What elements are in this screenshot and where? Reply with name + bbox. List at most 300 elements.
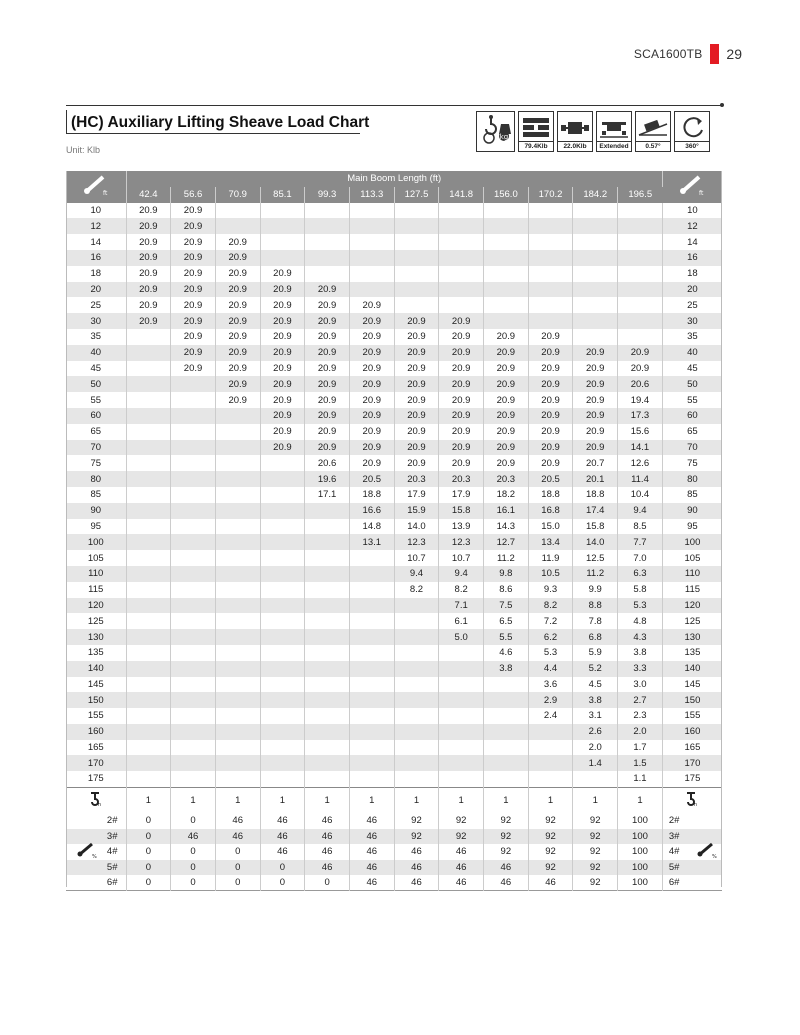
load-cell	[126, 361, 171, 377]
load-cell	[215, 755, 260, 771]
load-cell	[394, 708, 439, 724]
load-cell: 20.9	[484, 408, 529, 424]
load-cell: 20.9	[484, 345, 529, 361]
load-cell: 16.1	[484, 503, 529, 519]
load-cell: 20.9	[171, 282, 216, 298]
counterweight-label-right: 6#	[668, 877, 680, 889]
radius-cell: 90	[66, 503, 126, 519]
counterweight-label: 4#	[106, 846, 118, 858]
radius-cell: 120	[66, 598, 126, 614]
parts-cell: 1	[260, 787, 305, 813]
table-row	[66, 424, 722, 440]
load-cell	[126, 566, 171, 582]
load-cell	[305, 503, 350, 519]
load-cell	[260, 582, 305, 598]
boom-length-header: 127.5	[394, 187, 439, 203]
table-row	[66, 203, 722, 219]
load-cell	[171, 598, 216, 614]
load-cell	[126, 755, 171, 771]
load-cell: 16.6	[349, 503, 394, 519]
radius-cell: 155	[66, 708, 126, 724]
load-cell	[573, 234, 618, 250]
load-cell: 20.9	[573, 345, 618, 361]
load-cell	[573, 282, 618, 298]
load-cell: 20.9	[573, 440, 618, 456]
load-cell	[439, 724, 484, 740]
radius-cell-right: 70	[662, 440, 722, 456]
load-cell: 20.9	[126, 203, 171, 219]
boom-radius-icon	[662, 171, 722, 203]
load-cell	[126, 613, 171, 629]
table-row	[66, 629, 722, 645]
counterweight-cell: 46	[439, 875, 484, 891]
condition-icons	[476, 111, 710, 152]
load-cell: 9.9	[573, 582, 618, 598]
load-cell	[126, 503, 171, 519]
counterweight-label-left: 6#	[66, 875, 126, 891]
load-cell	[305, 203, 350, 219]
load-cell: 20.9	[573, 376, 618, 392]
load-cell	[528, 740, 573, 756]
table-row	[66, 692, 722, 708]
radius-cell-right: 75	[687, 457, 698, 469]
counterweight-cell: 46	[260, 844, 305, 860]
load-cell	[618, 203, 663, 219]
load-cell: 20.9	[394, 392, 439, 408]
load-cell: 20.9	[439, 408, 484, 424]
radius-cell: 105	[66, 550, 126, 566]
load-cell: 5.3	[618, 598, 663, 614]
boom-length-header: 113.3	[349, 187, 394, 203]
load-cell: 11.2	[484, 550, 529, 566]
radius-cell-right: 18	[687, 268, 698, 280]
load-cell: 20.9	[439, 392, 484, 408]
load-cell	[126, 724, 171, 740]
load-cell	[171, 487, 216, 503]
boom-length-header: 170.2	[528, 187, 573, 203]
load-cell	[618, 218, 663, 234]
boom-length-header: 70.9	[215, 187, 260, 203]
load-cell: 10.7	[394, 550, 439, 566]
counterweight-cell: 0	[126, 844, 171, 860]
load-cell	[349, 771, 394, 787]
load-cell	[171, 661, 216, 677]
load-cell: 20.9	[528, 361, 573, 377]
load-cell: 20.9	[215, 297, 260, 313]
load-cell: 8.5	[618, 519, 663, 535]
load-cell	[126, 677, 171, 693]
load-cell	[394, 740, 439, 756]
radius-cell: 140	[66, 661, 126, 677]
load-cell: 20.9	[484, 440, 529, 456]
counterweight-cell: 0	[215, 875, 260, 891]
table-row	[66, 329, 722, 345]
radius-cell: 12	[66, 218, 126, 234]
load-cell: 20.9	[171, 345, 216, 361]
radius-cell-right: 100	[662, 534, 722, 550]
load-cell: 20.9	[394, 376, 439, 392]
load-cell	[305, 582, 350, 598]
load-cell	[260, 534, 305, 550]
svg-text:n: n	[97, 801, 101, 807]
radius-cell-right: 145	[684, 678, 701, 690]
radius-cell: 16	[66, 250, 126, 266]
load-cell: 1.5	[618, 755, 663, 771]
load-cell	[171, 692, 216, 708]
radius-cell: 25	[66, 297, 126, 313]
load-cell: 17.9	[439, 487, 484, 503]
table-row	[66, 392, 722, 408]
load-cell: 20.9	[260, 361, 305, 377]
load-cell: 20.9	[305, 392, 350, 408]
table-row	[66, 598, 722, 614]
radius-cell-right: 60	[662, 408, 722, 424]
load-cell: 20.9	[394, 329, 439, 345]
radius-cell-right: 175	[684, 773, 701, 785]
radius-cell: 100	[66, 534, 126, 550]
radius-cell-right: 130	[662, 629, 722, 645]
svg-text:%: %	[712, 854, 717, 860]
load-cell: 9.3	[528, 582, 573, 598]
load-cell	[349, 582, 394, 598]
load-cell: 3.0	[618, 677, 663, 693]
boom-length-header: 85.1	[260, 187, 305, 203]
load-cell	[349, 692, 394, 708]
load-cell	[394, 297, 439, 313]
load-cell	[215, 692, 260, 708]
counterweight-label-left: 3#	[66, 829, 126, 845]
load-cell: 20.9	[349, 392, 394, 408]
counterweight-cell: 46	[439, 844, 484, 860]
load-cell: 20.9	[260, 313, 305, 329]
radius-cell-right: 45	[687, 362, 698, 374]
load-cell	[618, 266, 663, 282]
load-cell	[394, 724, 439, 740]
counterweight-cell: 46	[305, 860, 350, 876]
load-cell	[260, 613, 305, 629]
load-cell: 7.7	[618, 534, 663, 550]
load-cell: 3.8	[618, 645, 663, 661]
load-cell: 7.0	[618, 550, 663, 566]
counterweight-label-left: 5#	[66, 860, 126, 876]
load-cell: 3.1	[573, 708, 618, 724]
table-row	[66, 471, 722, 487]
svg-text:ft: ft	[699, 190, 704, 198]
load-cell: 20.9	[171, 329, 216, 345]
load-cell	[573, 266, 618, 282]
load-cell: 15.9	[394, 503, 439, 519]
load-cell: 18.8	[528, 487, 573, 503]
load-cell: 20.9	[439, 345, 484, 361]
load-cell	[349, 282, 394, 298]
load-cell: 20.9	[171, 313, 216, 329]
load-cell: 20.9	[484, 392, 529, 408]
load-cell	[484, 250, 529, 266]
load-cell: 20.9	[215, 250, 260, 266]
counterweight-label-right	[662, 844, 722, 860]
radius-cell: 125	[66, 613, 126, 629]
load-cell: 20.9	[528, 408, 573, 424]
table-row	[66, 313, 722, 329]
load-cell	[305, 250, 350, 266]
load-cell	[171, 724, 216, 740]
counterweight-cell: 100	[618, 860, 663, 876]
load-cell	[349, 755, 394, 771]
load-cell: 20.9	[439, 424, 484, 440]
load-cell	[215, 487, 260, 503]
counterweight-row	[66, 829, 722, 845]
counterweight-cell: 0	[126, 860, 171, 876]
load-cell	[439, 234, 484, 250]
load-cell	[394, 218, 439, 234]
load-cell: 20.9	[126, 282, 171, 298]
load-cell	[349, 645, 394, 661]
load-cell: 15.8	[439, 503, 484, 519]
hook-weight-icon	[476, 111, 515, 152]
radius-cell-right: 120	[662, 598, 722, 614]
counterweight-cell: 46	[260, 829, 305, 845]
load-cell: 4.3	[618, 629, 663, 645]
load-cell: 4.8	[618, 613, 663, 629]
table-row	[66, 250, 722, 266]
counterweight-label-right: 2#	[668, 815, 680, 827]
radius-cell-right: 160	[662, 724, 722, 740]
counterweight-cell: 46	[528, 875, 573, 891]
load-cell	[215, 424, 260, 440]
load-cell: 20.9	[394, 408, 439, 424]
counterweight-icon	[518, 111, 554, 152]
load-cell	[215, 771, 260, 787]
counterweight-cell: 92	[528, 829, 573, 845]
counterweight-cell: 46	[349, 829, 394, 845]
load-cell: 20.9	[215, 313, 260, 329]
load-cell: 15.6	[618, 424, 663, 440]
load-cell	[484, 297, 529, 313]
outrigger-label: Extended	[597, 141, 631, 151]
load-cell	[215, 629, 260, 645]
radius-cell-right: 65	[687, 426, 698, 438]
counterweight-cell: 46	[349, 813, 394, 829]
load-cell: 8.2	[394, 582, 439, 598]
load-cell: 20.9	[349, 440, 394, 456]
load-cell: 20.9	[573, 392, 618, 408]
load-cell: 3.8	[573, 692, 618, 708]
load-cell	[484, 218, 529, 234]
load-cell	[215, 218, 260, 234]
table-row	[66, 740, 722, 756]
load-cell	[305, 740, 350, 756]
load-cell: 20.9	[528, 424, 573, 440]
load-cell	[394, 613, 439, 629]
load-cell	[215, 613, 260, 629]
load-cell	[573, 218, 618, 234]
load-cell: 8.8	[573, 598, 618, 614]
load-cell	[126, 519, 171, 535]
load-cell: 2.4	[528, 708, 573, 724]
load-cell	[260, 629, 305, 645]
counterweight-cell: 46	[394, 844, 439, 860]
load-cell	[349, 598, 394, 614]
page-header	[634, 44, 742, 64]
load-cell	[215, 724, 260, 740]
counterweight-cell: 92	[484, 829, 529, 845]
load-cell	[349, 677, 394, 693]
load-cell	[305, 645, 350, 661]
parts-cell: 1	[573, 787, 618, 813]
load-cell: 5.9	[573, 645, 618, 661]
radius-cell-right: 12	[662, 218, 722, 234]
load-cell: 2.9	[528, 692, 573, 708]
load-cell: 20.7	[573, 455, 618, 471]
counterweight-cell: 92	[439, 829, 484, 845]
radius-cell-right: 85	[687, 489, 698, 501]
load-cell	[528, 282, 573, 298]
load-cell	[215, 740, 260, 756]
load-cell	[618, 234, 663, 250]
load-cell: 20.9	[171, 218, 216, 234]
radius-cell: 80	[66, 471, 126, 487]
load-cell	[126, 661, 171, 677]
load-cell: 20.9	[126, 234, 171, 250]
counterweight-label-right: 3#	[662, 829, 722, 845]
load-cell	[215, 661, 260, 677]
counterweight-cell: 92	[573, 844, 618, 860]
load-cell	[484, 724, 529, 740]
radius-cell-right: 125	[684, 615, 701, 627]
load-cell: 20.9	[305, 297, 350, 313]
load-cell	[215, 471, 260, 487]
radius-cell: 30	[66, 313, 126, 329]
counterweight-cell: 0	[260, 860, 305, 876]
counterweight-cell: 100	[618, 875, 663, 891]
load-cell: 20.9	[215, 361, 260, 377]
load-cell: 9.4	[439, 566, 484, 582]
counterweight-cell: 0	[126, 875, 171, 891]
load-cell	[349, 550, 394, 566]
load-cell: 14.8	[349, 519, 394, 535]
load-cell: 14.0	[573, 534, 618, 550]
load-cell: 4.5	[573, 677, 618, 693]
load-cell: 20.9	[618, 361, 663, 377]
counterweight-cell: 92	[484, 813, 529, 829]
counterweight-cell: 46	[484, 860, 529, 876]
load-cell: 15.8	[573, 519, 618, 535]
load-cell: 1.4	[573, 755, 618, 771]
radius-cell-right: 135	[684, 647, 701, 659]
parts-cell: 1	[171, 787, 216, 813]
table-row	[66, 408, 722, 424]
load-cell: 20.9	[126, 266, 171, 282]
load-cell	[126, 487, 171, 503]
load-cell: 2.7	[618, 692, 663, 708]
load-cell	[171, 503, 216, 519]
counterweight-cell: 46	[215, 829, 260, 845]
radius-cell-right: 20	[662, 282, 722, 298]
load-cell	[305, 613, 350, 629]
load-cell: 18.2	[484, 487, 529, 503]
load-cell	[126, 708, 171, 724]
load-cell: 20.9	[215, 266, 260, 282]
load-cell	[484, 234, 529, 250]
table-row	[66, 282, 722, 298]
load-cell	[439, 692, 484, 708]
radius-cell-right: 105	[684, 552, 701, 564]
load-cell	[573, 297, 618, 313]
load-cell: 20.5	[528, 471, 573, 487]
load-cell	[126, 392, 171, 408]
table-row	[66, 487, 722, 503]
load-cell: 20.9	[260, 329, 305, 345]
load-cell: 18.8	[349, 487, 394, 503]
load-cell	[260, 645, 305, 661]
radius-cell-right: 115	[684, 584, 701, 596]
load-cell	[528, 297, 573, 313]
load-cell	[394, 692, 439, 708]
counterweight-row	[66, 860, 722, 876]
header-row-group	[66, 171, 722, 187]
load-cell	[126, 582, 171, 598]
load-cell	[260, 566, 305, 582]
load-cell	[215, 708, 260, 724]
load-cell	[126, 629, 171, 645]
load-cell	[618, 329, 663, 345]
load-cell: 10.7	[439, 550, 484, 566]
table-row	[66, 266, 722, 282]
load-cell: 13.1	[349, 534, 394, 550]
counterweight-cell: 46	[305, 829, 350, 845]
load-cell: 20.9	[305, 361, 350, 377]
load-cell: 14.1	[618, 440, 663, 456]
load-cell	[215, 550, 260, 566]
rotation-icon	[674, 111, 710, 152]
counterweight-cell: 0	[305, 875, 350, 891]
load-cell: 6.5	[484, 613, 529, 629]
load-cell: 20.9	[484, 455, 529, 471]
counterweight-cell: 0	[215, 844, 260, 860]
load-cell	[260, 771, 305, 787]
load-cell: 9.8	[484, 566, 529, 582]
load-cell: 20.9	[439, 455, 484, 471]
load-cell	[439, 266, 484, 282]
load-cell: 20.9	[171, 297, 216, 313]
load-cell	[171, 519, 216, 535]
load-cell	[484, 771, 529, 787]
load-cell: 2.3	[618, 708, 663, 724]
boom-length-header: 141.8	[439, 187, 484, 203]
load-cell	[439, 755, 484, 771]
table-row	[66, 534, 722, 550]
load-cell	[484, 692, 529, 708]
slope-icon	[635, 111, 671, 152]
load-cell	[528, 250, 573, 266]
load-cell	[618, 250, 663, 266]
load-cell: 20.9	[394, 424, 439, 440]
load-cell	[305, 629, 350, 645]
load-cell: 20.9	[260, 440, 305, 456]
load-cell: 8.6	[484, 582, 529, 598]
load-cell	[126, 471, 171, 487]
load-cell	[126, 345, 171, 361]
load-cell	[528, 266, 573, 282]
radius-cell-right: 35	[687, 331, 698, 343]
load-cell	[573, 313, 618, 329]
load-cell	[171, 629, 216, 645]
load-cell: 20.9	[260, 376, 305, 392]
counterweight-cell: 0	[171, 860, 216, 876]
load-chart-table	[66, 171, 722, 891]
load-cell	[260, 503, 305, 519]
load-cell: 13.4	[528, 534, 573, 550]
